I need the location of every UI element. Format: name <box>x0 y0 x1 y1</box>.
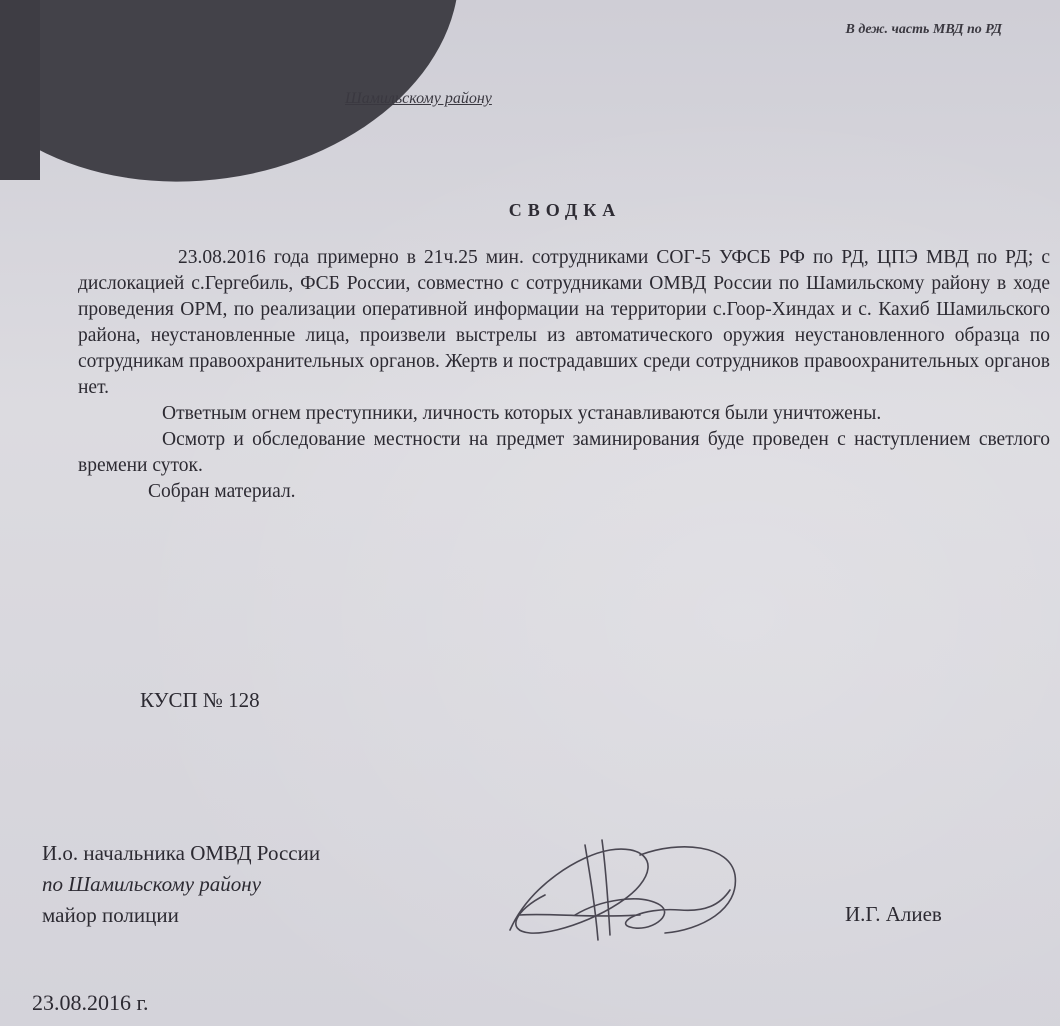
signer-name: И.Г. Алиев <box>845 902 942 926</box>
addressee-line: Шамильскому району <box>345 90 492 107</box>
redaction-edge <box>0 0 40 180</box>
document-date: 23.08.2016 г. <box>32 990 149 1015</box>
signer-department: по Шамильскому району <box>42 872 262 896</box>
document-title: СВОДКА <box>508 200 622 220</box>
handwritten-signature <box>490 815 750 955</box>
report-body <box>78 245 1050 505</box>
paragraph-incident: 23.08.2016 года примерно в 21ч.25 мин. сотрудниками СОГ-5 УФСБ РФ по РД, ЦПЭ МВД по РД; с дислокацией с.Гергебиль, ФСБ России, совместно с сотрудниками ОМВД России по Шамильскому району в ходе проведения ОРМ, по реализации оперативной информации на территории с.Гоор-Хиндах и с. Кахиб Шамильского района, неустановленные лица, произвели выстрелы из автоматического оружия неустановленного образца по сотрудникам правоохранительных органов. Жертв и пострадавших среди сотрудников правоохранительных органов нет. <box>78 247 1050 398</box>
signature-block <box>42 838 320 931</box>
signer-position: И.о. начальника ОМВД России <box>42 841 321 865</box>
signer-rank: майор полиции <box>42 903 179 927</box>
paragraph-material: Собран материал. <box>148 481 296 502</box>
kusp-number: КУСП № 128 <box>140 688 260 712</box>
paragraph-response: Ответным огнем преступники, личность которых устанавливаются были уничтожены. <box>162 403 882 424</box>
dispatch-recipient: В деж. часть МВД по РД <box>845 22 1002 37</box>
paragraph-inspection: Осмотр и обследование местности на предмет заминирования буде проведен с наступлением светлого времени суток. <box>78 429 1050 476</box>
